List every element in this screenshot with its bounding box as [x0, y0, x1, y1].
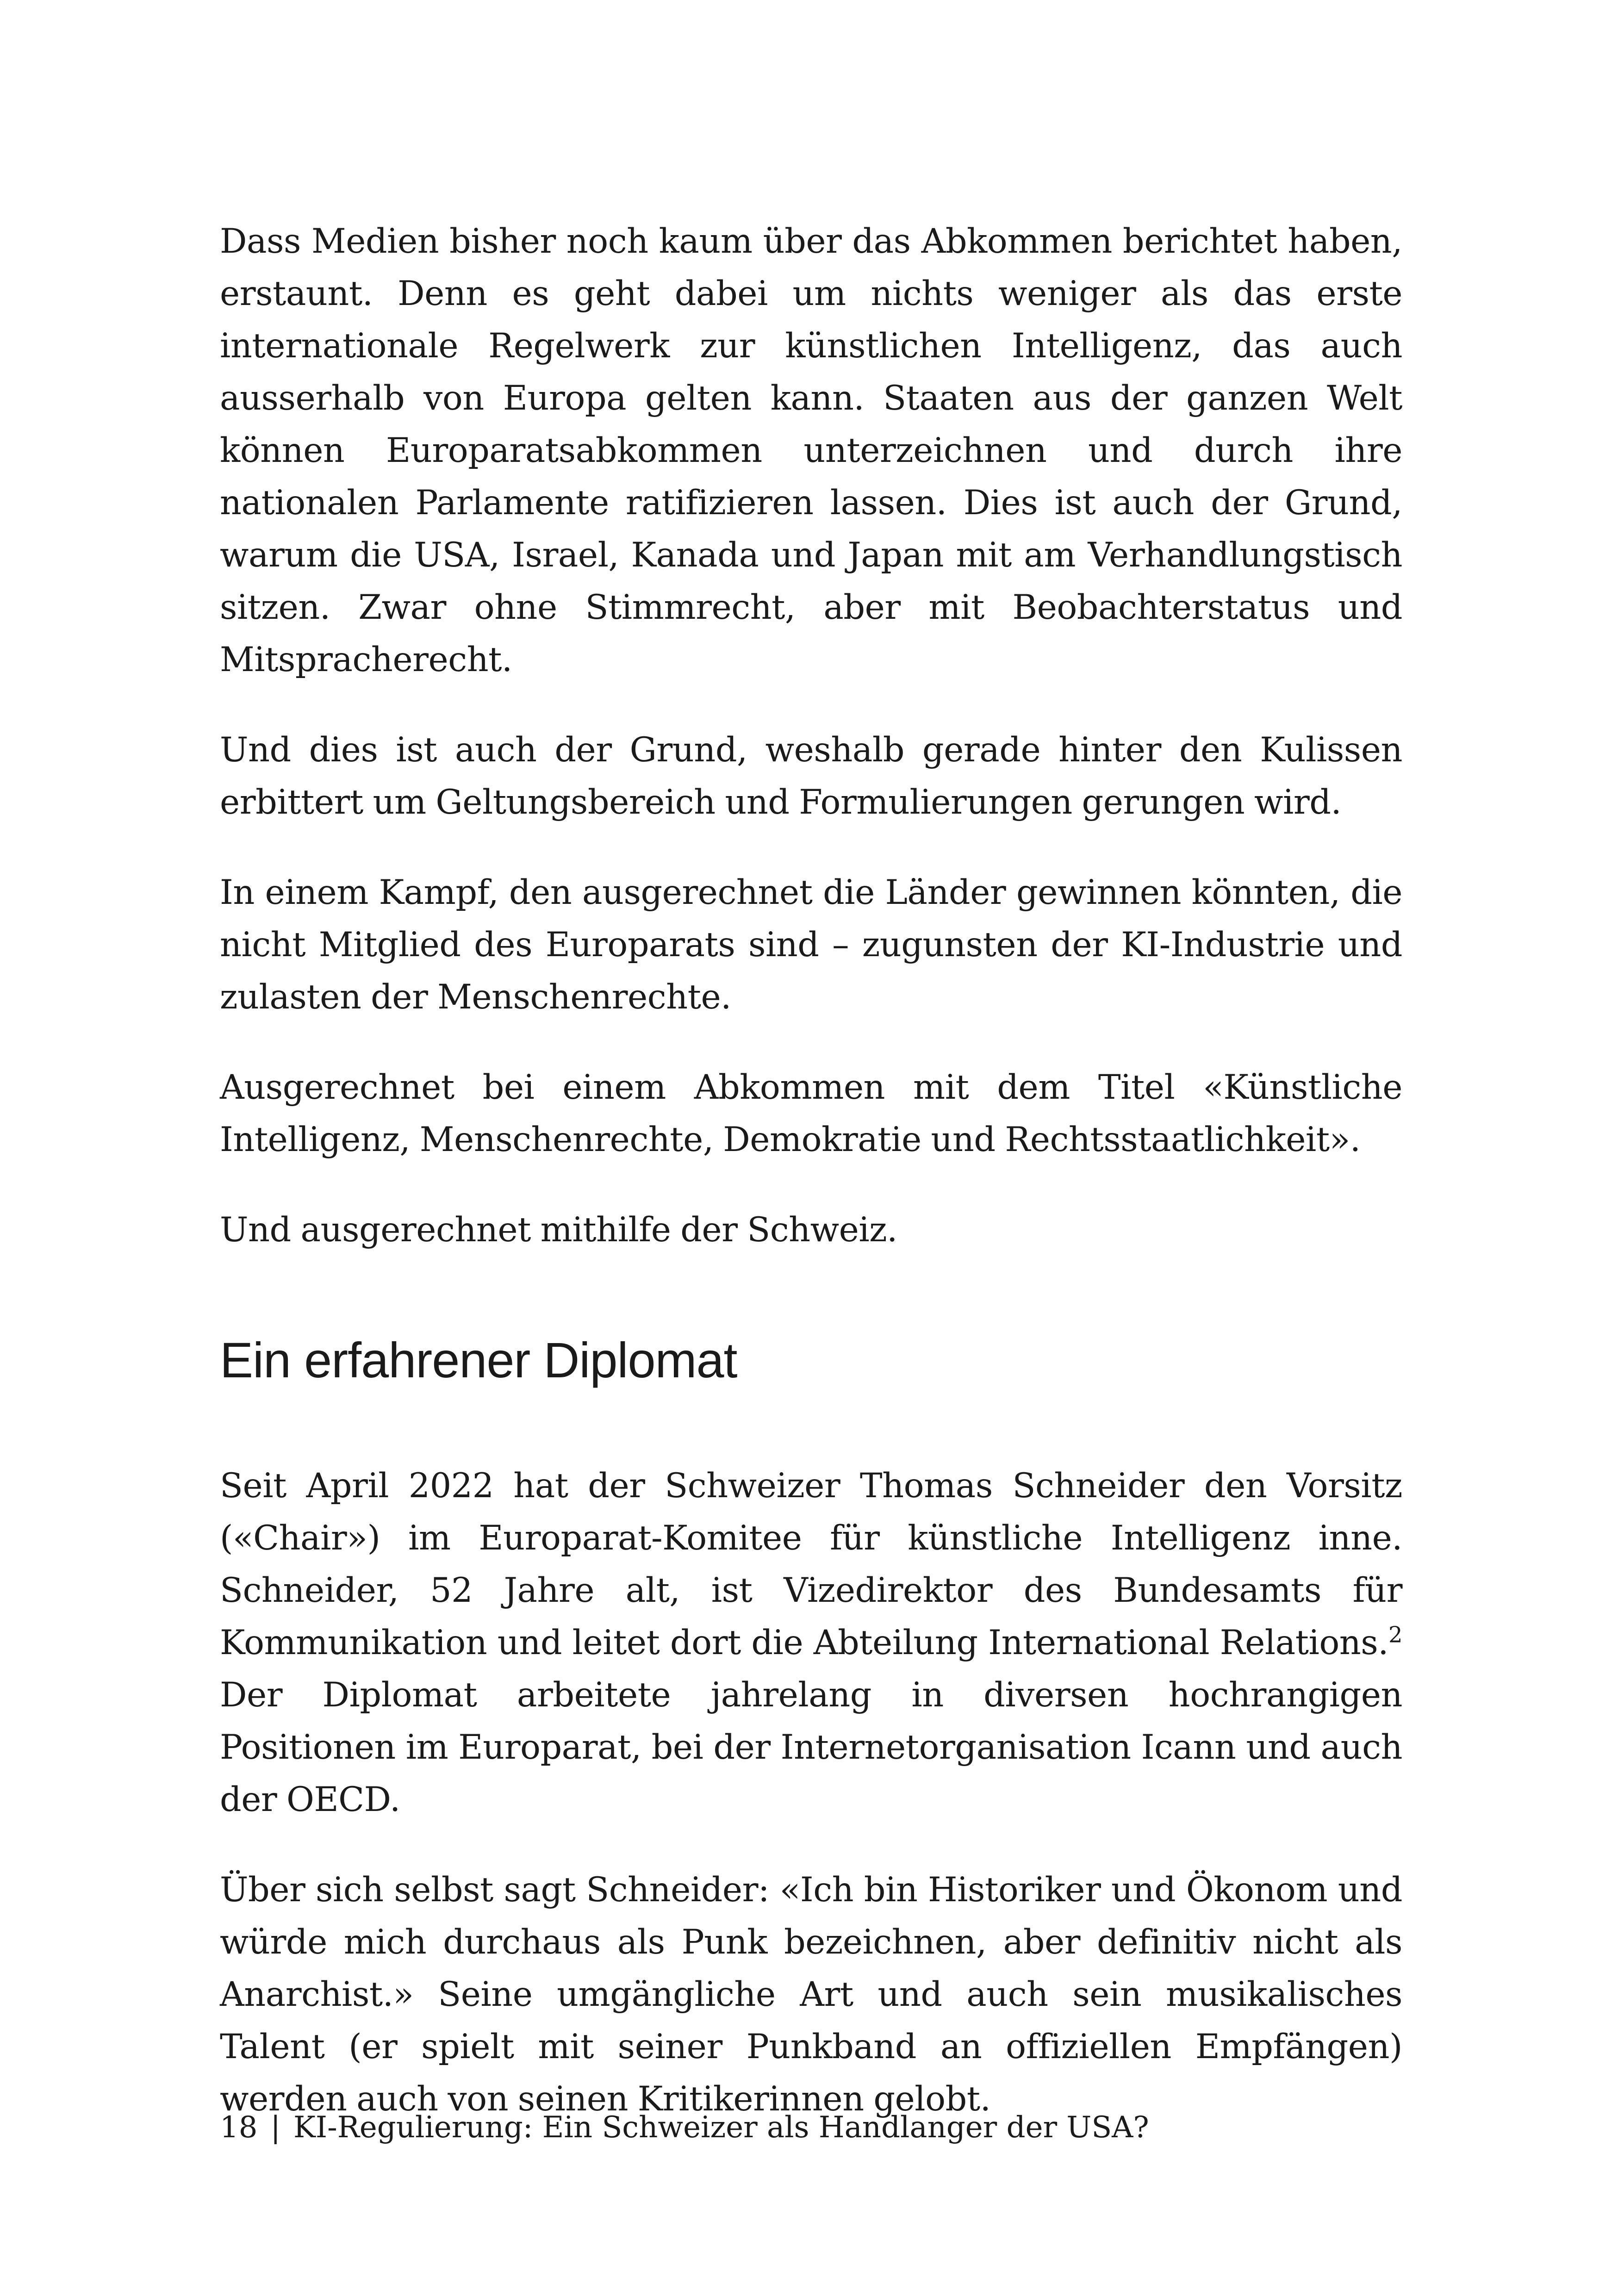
body-paragraph: In einem Kampf, den ausgerechnet die Länder gewinnen könnten, die nicht Mitglied des Europarats sind – zugunsten der KI-Industrie und zulasten der Menschenrechte. [220, 873, 1402, 1017]
page-footer [220, 2107, 1149, 2148]
paragraph-text: Der Diplomat arbeitete jahrelang in diversen hochrangigen Positionen im Europarat, bei der Internetorganisation Icann und auch der OECD. [220, 1675, 1402, 1819]
paragraph-text: Seit April 2022 hat der Schweizer Thomas Schneider den Vorsitz («Chair») im Europarat-Komitee für künstliche Intelligenz inne. Schneider, 52 Jahre alt, ist Vizedirektor des Bundesamts für Kommunikation und leitet dort die Abteilung International Relations. [220, 1466, 1402, 1662]
running-title: KI-Regulierung: Ein Schweizer als Handlanger der USA? [293, 2110, 1149, 2145]
footer-separator: | [270, 2110, 280, 2145]
body-paragraph: Über sich selbst sagt Schneider: «Ich bin Historiker und Ökonom und würde mich durchaus als Punk bezeichnen, aber definitiv nicht als Anarchist.» Seine umgängliche Art und auch sein musikalisches Talent (er spielt mit seiner Punkband an offiziellen Empfängen) werden auch von seinen Kritikerinnen gelobt. [220, 1870, 1402, 2119]
body-paragraph: Und dies ist auch der Grund, weshalb gerade hinter den Kulissen erbittert um Geltungsbereich und Formulierungen gerungen wird. [220, 730, 1402, 822]
page-number: 18 [220, 2110, 258, 2145]
section-heading: Ein erfahrener Diplomat [220, 1332, 737, 1388]
body-paragraph-with-footnote [220, 1460, 1402, 1826]
document-page [220, 215, 1402, 2163]
body-paragraph: Ausgerechnet bei einem Abkommen mit dem Titel «Künstliche Intelligenz, Menschenrechte, Demokratie und Rechtsstaatlichkeit». [220, 1068, 1402, 1159]
footnote-reference[interactable]: 2 [1388, 1622, 1402, 1648]
body-paragraph: Und ausgerechnet mithilfe der Schweiz. [220, 1210, 897, 1250]
body-paragraph: Dass Medien bisher noch kaum über das Abkommen berichtet haben, erstaunt. Denn es geht dabei um nichts weniger als das erste internationale Regelwerk zur künstlichen Intelligenz, das auch ausserhalb von Europa gelten kann. Staaten aus der ganzen Welt können Europaratsabkommen unterzeichnen und durch ihre nationalen Parlamente ratifizieren lassen. Dies ist auch der Grund, warum die USA, Israel, Kanada und Japan mit am Verhandlungstisch sitzen. Zwar ohne Stimmrecht, aber mit Beobachterstatus und Mitspracherecht. [220, 222, 1402, 679]
